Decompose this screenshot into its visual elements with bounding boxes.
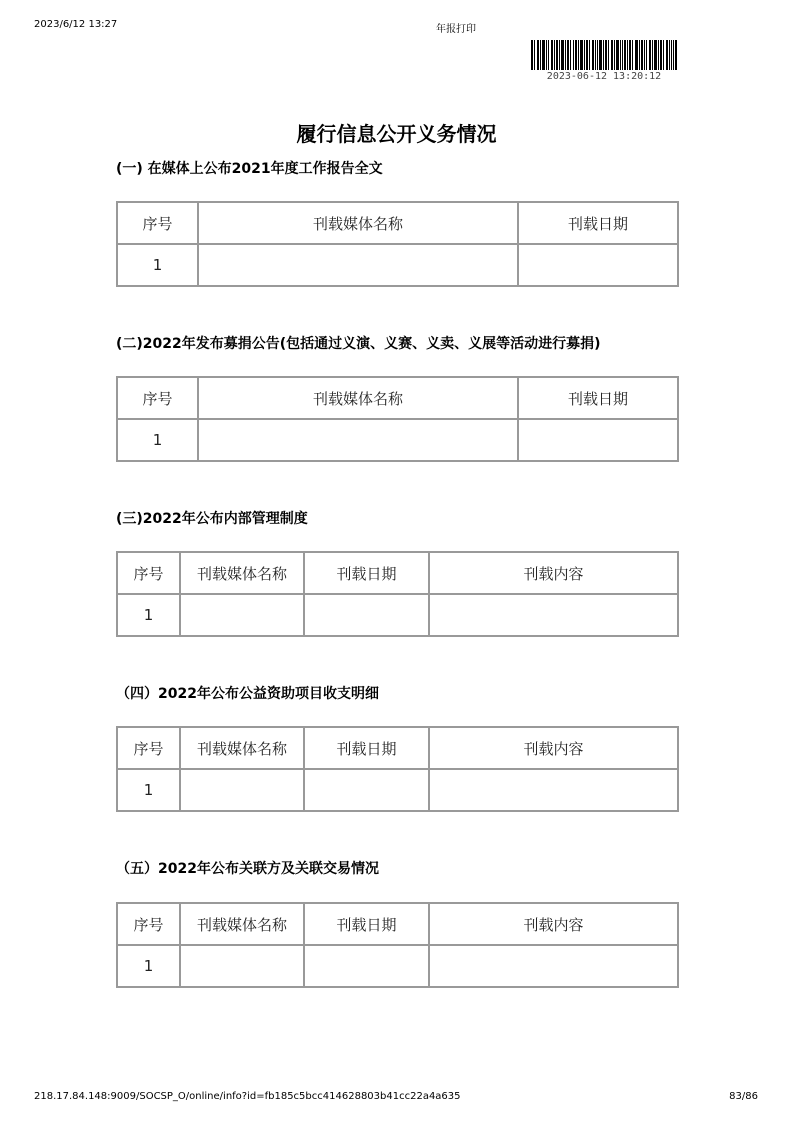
footer-url: 218.17.84.148:9009/SOCSP_O/online/info?id=fb185c5bcc414628803b41cc22a4a635 xyxy=(34,1091,461,1102)
table-row xyxy=(117,945,678,987)
table-header-row xyxy=(117,903,678,945)
row-index: 1 xyxy=(117,945,180,987)
header-cell: 序号 xyxy=(117,903,180,945)
info-table xyxy=(116,726,679,812)
header-cell: 刊载日期 xyxy=(304,903,429,945)
media-name-cell xyxy=(198,419,518,461)
header-cell: 刊载日期 xyxy=(304,727,429,769)
header-cell: 刊载媒体名称 xyxy=(180,727,304,769)
table-header-row xyxy=(117,727,678,769)
header-cell: 序号 xyxy=(117,377,198,419)
print-header-title: 年报打印 xyxy=(436,24,476,35)
print-datetime: 2023/6/12 13:27 xyxy=(34,19,118,30)
row-index: 1 xyxy=(117,594,180,636)
header-cell: 刊载日期 xyxy=(518,377,678,419)
info-table xyxy=(116,902,679,988)
section-title: (一) 在媒体上公布2021年度工作报告全文 xyxy=(116,161,383,177)
header-cell: 刊载日期 xyxy=(304,552,429,594)
page-title: 履行信息公开义务情况 xyxy=(296,122,497,146)
header-cell: 刊载内容 xyxy=(429,727,678,769)
section-title: (三)2022年公布内部管理制度 xyxy=(116,511,308,527)
section-title: （四）2022年公布公益资助项目收支明细 xyxy=(116,686,379,702)
info-table xyxy=(116,551,679,637)
header-cell: 刊载日期 xyxy=(518,202,678,244)
barcode-timestamp: 2023-06-12 13:20:12 xyxy=(546,71,662,82)
content-cell xyxy=(429,769,678,811)
row-index: 1 xyxy=(117,419,198,461)
table-row xyxy=(117,419,678,461)
header-cell: 刊载媒体名称 xyxy=(198,377,518,419)
date-cell xyxy=(304,945,429,987)
table-row xyxy=(117,769,678,811)
row-index: 1 xyxy=(117,244,198,286)
row-index: 1 xyxy=(117,769,180,811)
barcode xyxy=(531,40,677,70)
table-row xyxy=(117,244,678,286)
header-cell: 刊载内容 xyxy=(429,552,678,594)
media-name-cell xyxy=(180,594,304,636)
date-cell xyxy=(518,244,678,286)
info-table xyxy=(116,201,679,287)
section-title: (二)2022年发布募捐公告(包括通过义演、义赛、义卖、义展等活动进行募捐) xyxy=(116,336,601,352)
header-cell: 序号 xyxy=(117,727,180,769)
header-cell: 序号 xyxy=(117,202,198,244)
date-cell xyxy=(304,594,429,636)
table-header-row xyxy=(117,377,678,419)
media-name-cell xyxy=(180,769,304,811)
page-number: 83/86 xyxy=(729,1091,758,1102)
date-cell xyxy=(518,419,678,461)
header-cell: 刊载媒体名称 xyxy=(180,552,304,594)
header-cell: 序号 xyxy=(117,552,180,594)
section-title: （五）2022年公布关联方及关联交易情况 xyxy=(116,861,379,877)
info-table xyxy=(116,376,679,462)
table-row xyxy=(117,594,678,636)
content-cell xyxy=(429,594,678,636)
table-header-row xyxy=(117,552,678,594)
header-cell: 刊载媒体名称 xyxy=(180,903,304,945)
media-name-cell xyxy=(180,945,304,987)
media-name-cell xyxy=(198,244,518,286)
date-cell xyxy=(304,769,429,811)
header-cell: 刊载内容 xyxy=(429,903,678,945)
header-cell: 刊载媒体名称 xyxy=(198,202,518,244)
content-cell xyxy=(429,945,678,987)
table-header-row xyxy=(117,202,678,244)
